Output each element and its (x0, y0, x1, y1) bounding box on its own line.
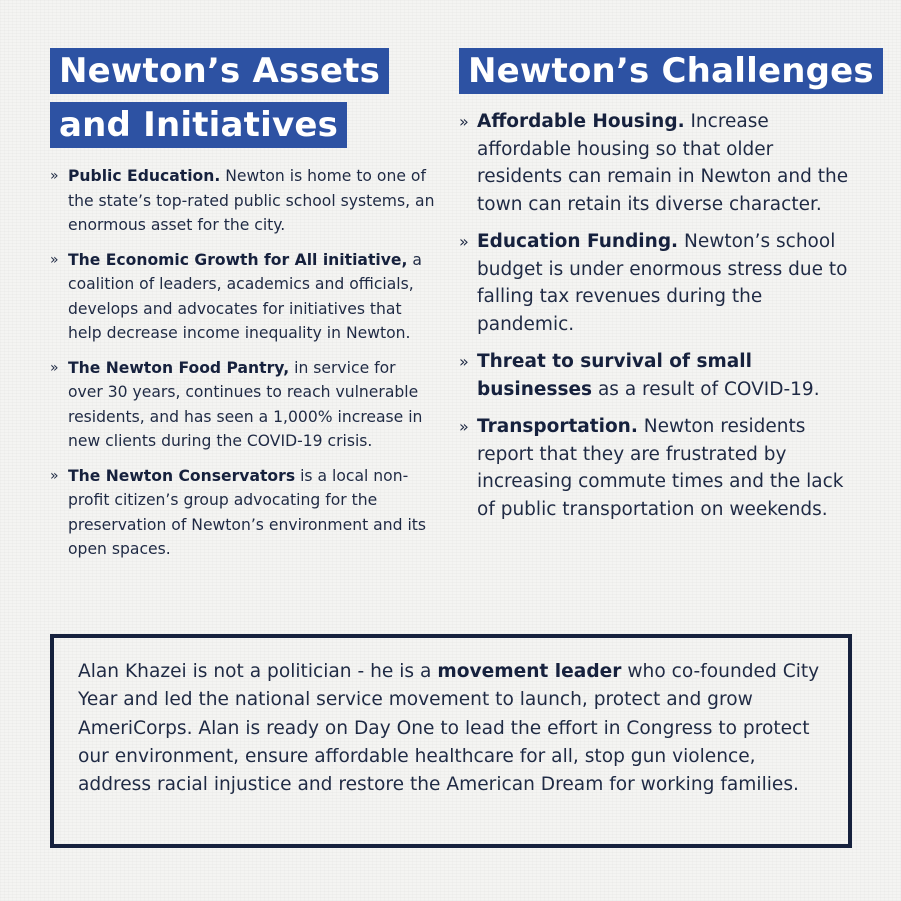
list-item (50, 164, 435, 238)
challenges-heading-line: Newton’s Challenges (459, 48, 883, 94)
item-text: Newton residents report that they are frustrated by increasing commute times and the lack of public transportation on weekends. (477, 416, 844, 520)
item-text: Newton is home to one of the state’s top-rated public school systems, an enormous asset for the city. (68, 167, 435, 234)
item-title: Transportation. (477, 416, 638, 437)
candidate-callout-box (50, 634, 852, 848)
item-title: Education Funding. (477, 231, 679, 252)
challenges-column (459, 48, 874, 533)
callout-emphasis: movement leader (437, 661, 622, 682)
item-text: in service for over 30 years, continues to reach vulnerable residents, and has seen a 1,000% increase in new clients during the COVID-19 crisis. (68, 358, 423, 450)
bullet-chevron-icon: » (50, 251, 59, 268)
item-text: Increase affordable housing so that older residents can remain in Newton and the town can retain its diverse character. (477, 111, 849, 215)
list-item (50, 464, 435, 562)
bullet-chevron-icon: » (459, 417, 469, 436)
assets-list (50, 164, 435, 562)
item-title: Public Education. (68, 167, 221, 185)
assets-heading-line-2: and Initiatives (50, 102, 347, 148)
item-title: The Newton Conservators (68, 466, 296, 485)
item-text: is a local non-profit citizen’s group advocating for the preservation of Newton’s environment and its open spaces. (68, 466, 427, 558)
callout-text-before: Alan Khazei is not a politician - he is a (78, 661, 438, 682)
item-title: Threat to survival of small businesses (477, 351, 752, 400)
item-text: Newton’s school budget is under enormous stress due to falling tax revenues during the pandemic. (477, 231, 848, 335)
callout-text-after: who co-founded City Year and led the national service movement to launch, protect and grow AmeriCorps. Alan is ready on Day One to lead the effort in Congress to protect our environment, ensure affordable healthcare for all, stop gun violence, address racial injustice and restore the American Dream for working families. (78, 661, 820, 796)
bullet-chevron-icon: » (50, 467, 59, 484)
list-item (50, 248, 435, 346)
bullet-chevron-icon: » (459, 112, 469, 131)
item-title: The Economic Growth for All initiative, (68, 250, 408, 269)
challenges-heading (459, 48, 874, 94)
callout-paragraph (78, 658, 824, 799)
item-title: The Newton Food Pantry, (68, 358, 290, 377)
bullet-chevron-icon: » (50, 359, 59, 376)
list-item (459, 108, 859, 218)
assets-heading (50, 48, 435, 148)
bullet-chevron-icon: » (459, 232, 469, 251)
list-item (50, 356, 435, 454)
item-text: as a result of COVID-19. (592, 378, 820, 400)
bullet-chevron-icon: » (459, 352, 469, 371)
item-text: a coalition of leaders, academics and officials, develops and advocates for initiatives that help decrease income inequality in Newton. (68, 250, 422, 342)
list-item (459, 348, 859, 403)
list-item (459, 413, 859, 523)
item-title: Affordable Housing. (477, 111, 685, 132)
challenges-list (459, 108, 859, 523)
list-item (459, 228, 859, 338)
bullet-chevron-icon: » (50, 168, 59, 184)
assets-column (50, 48, 435, 572)
assets-heading-line-1: Newton’s Assets (50, 48, 389, 94)
